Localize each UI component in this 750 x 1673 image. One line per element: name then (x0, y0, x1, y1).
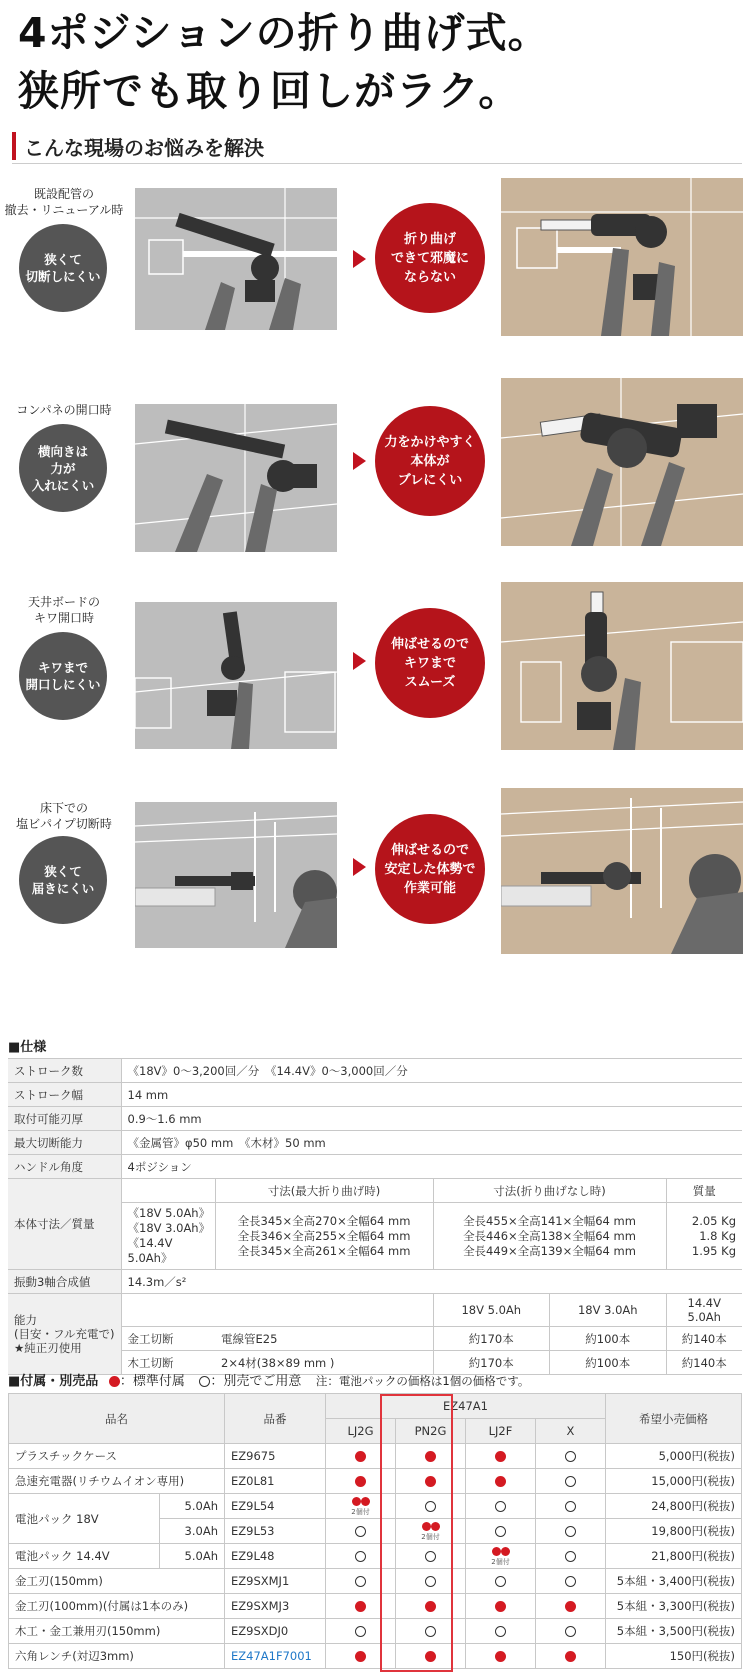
case-4-scene: 床下での 塩ビパイプ切断時 (16, 801, 112, 831)
acc-mark-cell (466, 1494, 536, 1519)
acc-name: 金工刃(100mm)(付属は1本のみ) (9, 1594, 225, 1619)
optional-ring-icon (565, 1526, 576, 1537)
case-1 (0, 178, 750, 368)
spec-row-capacity-header: 能力 (目安・フル充電で) ★純正刃使用 18V 5.0Ah 18V 3.0Ah 14.4V 5.0Ah (8, 1294, 742, 1327)
acc-mark-cell (536, 1444, 606, 1469)
acc-header-row-1: 品名 品番 EZ47A1 希望小売価格 (9, 1394, 742, 1419)
acc-mark-cell (536, 1469, 606, 1494)
acc-mark-cell (396, 1619, 466, 1644)
acc-row (9, 1569, 742, 1594)
standard-dot-icon (109, 1376, 120, 1387)
optional-ring-icon (565, 1551, 576, 1562)
case-2-problem-badge: 横向きは 力が 入れにくい (19, 424, 107, 512)
optional-ring-icon (355, 1526, 366, 1537)
acc-mark-cell (536, 1594, 606, 1619)
acc-price: 21,800円(税抜) (606, 1544, 742, 1569)
acc-mark-cell (536, 1619, 606, 1644)
acc-name: 急速充電器(リチウムイオン専用) (9, 1469, 225, 1494)
spec-row-capacity-metal: 金工切断 電線管E25 約170本 約100本 約140本 (8, 1327, 742, 1351)
optional-ring-icon (495, 1501, 506, 1512)
optional-ring-icon (495, 1626, 506, 1637)
case-3-arrow (353, 652, 366, 670)
acc-row (9, 1619, 742, 1644)
acc-mark-cell (326, 1519, 396, 1544)
two-included-dots-icon (351, 1495, 369, 1516)
acc-subname: 5.0Ah (159, 1494, 224, 1519)
acc-price: 5,000円(税抜) (606, 1444, 742, 1469)
acc-name: 電池パック 14.4V (9, 1544, 160, 1569)
section-title (12, 130, 742, 164)
optional-ring-icon (425, 1576, 436, 1587)
accessories-table (8, 1393, 742, 1669)
optional-ring-icon (425, 1626, 436, 1637)
acc-name: プラスチックケース (9, 1444, 225, 1469)
optional-ring-icon (425, 1501, 436, 1512)
standard-dot-icon (355, 1451, 366, 1462)
optional-ring-icon (495, 1576, 506, 1587)
spec-row-blade-thickness: 取付可能刃厚 0.9〜1.6 mm (8, 1107, 742, 1131)
acc-mark-cell (466, 1594, 536, 1619)
section-title-text: こんな現場のお悩みを解決 (24, 136, 264, 160)
two-count-label: 2個付 (491, 1558, 510, 1566)
standard-dot-icon (565, 1601, 576, 1612)
acc-code: EZ9SXMJ1 (225, 1569, 326, 1594)
optional-ring-icon (565, 1626, 576, 1637)
spec-row-dims-header: 本体寸法／質量 寸法(最大折り曲げ時) 寸法(折り曲げなし時) 質量 (8, 1179, 742, 1203)
acc-mark-cell (326, 1594, 396, 1619)
acc-row (9, 1544, 742, 1569)
acc-mark-cell (536, 1544, 606, 1569)
acc-mark-cell (326, 1644, 396, 1669)
acc-price: 150円(税抜) (606, 1644, 742, 1669)
optional-ring-icon (355, 1576, 366, 1587)
standard-dot-icon (495, 1651, 506, 1662)
acc-mark-cell (396, 1444, 466, 1469)
acc-mark-cell (326, 1544, 396, 1569)
standard-dot-icon (355, 1476, 366, 1487)
acc-code: EZ9L53 (225, 1519, 326, 1544)
standard-dot-icon (355, 1651, 366, 1662)
acc-row (9, 1644, 742, 1669)
acc-mark-cell (466, 1569, 536, 1594)
acc-price: 15,000円(税抜) (606, 1469, 742, 1494)
optional-ring-icon (355, 1626, 366, 1637)
acc-name: 木工・金工兼用刃(150mm) (9, 1619, 225, 1644)
case-2-scene: コンパネの開口時 (16, 403, 112, 417)
case-1-before-illustration (135, 188, 337, 330)
standard-dot-icon (495, 1451, 506, 1462)
spec-row-stroke-count: ストローク数 《18V》0〜3,200回／分 《14.4V》0〜3,000回／分 (8, 1059, 742, 1083)
acc-price: 19,800円(税抜) (606, 1519, 742, 1544)
optional-ring-icon (425, 1551, 436, 1562)
standard-dot-icon (425, 1451, 436, 1462)
acc-mark-cell (466, 1444, 536, 1469)
acc-code: EZ0L81 (225, 1469, 326, 1494)
optional-ring-icon (495, 1526, 506, 1537)
spec-row-capacity-wood: 木工切断 2×4材(38×89 mm ) 約170本 約100本 約140本 (8, 1351, 742, 1375)
accessories-title: ■付属・別売品 ：標準付属 ：別売でご用意 注：電池パックの価格は1個の価格です。 (8, 1374, 530, 1389)
case-3-scene: 天井ボードの キワ開口時 (27, 595, 100, 625)
case-3-before-illustration (135, 602, 337, 749)
acc-mark-cell (326, 1619, 396, 1644)
standard-dot-icon (495, 1476, 506, 1487)
case-4 (0, 794, 750, 984)
standard-dot-icon (565, 1651, 576, 1662)
acc-mark-cell (396, 1519, 466, 1544)
case-1-after-illustration (501, 178, 743, 336)
case-2-after-illustration (501, 378, 743, 546)
section-accent-bar (12, 132, 16, 160)
acc-code: EZ9SXDJ0 (225, 1619, 326, 1644)
acc-mark-cell (536, 1569, 606, 1594)
headline (18, 4, 550, 120)
acc-mark-cell (326, 1569, 396, 1594)
case-2-arrow (353, 452, 366, 470)
case-1-arrow (353, 250, 366, 268)
acc-row (9, 1469, 742, 1494)
case-3-solution-badge: 伸ばせるので キワまで スムーズ (375, 608, 485, 718)
acc-price: 24,800円(税抜) (606, 1494, 742, 1519)
acc-mark-cell (466, 1519, 536, 1544)
acc-price: 5本組・3,400円(税抜) (606, 1569, 742, 1594)
case-1-scene: 既設配管の 撤去・リニューアル時 (4, 187, 124, 217)
acc-mark-cell (326, 1494, 396, 1519)
acc-mark-cell (536, 1494, 606, 1519)
acc-row (9, 1594, 742, 1619)
two-count-label: 2個付 (421, 1533, 440, 1541)
two-included-dots-icon (421, 1520, 439, 1541)
standard-dot-icon (495, 1601, 506, 1612)
acc-name: 六角レンチ(対辺3mm) (9, 1644, 225, 1669)
spec-table (8, 1058, 742, 1375)
acc-code: EZ9L48 (225, 1544, 326, 1569)
spec-row-max-cut: 最大切断能力 《金属管》φ50 mm 《木材》50 mm (8, 1131, 742, 1155)
acc-mark-cell (466, 1544, 536, 1569)
acc-mark-cell (326, 1444, 396, 1469)
acc-mark-cell (396, 1544, 466, 1569)
case-4-solution-badge: 伸ばせるので 安定した体勢で 作業可能 (375, 814, 485, 924)
acc-code: EZ9SXMJ3 (225, 1594, 326, 1619)
case-1-problem-badge: 狭くて 切断しにくい (19, 224, 107, 312)
acc-price: 5本組・3,300円(税抜) (606, 1594, 742, 1619)
case-4-after-illustration (501, 788, 743, 954)
case-4-before-illustration (135, 802, 337, 948)
acc-subname: 3.0Ah (159, 1519, 224, 1544)
optional-ring-icon (565, 1576, 576, 1587)
case-3-problem-badge: キワまで 開口しにくい (19, 632, 107, 720)
acc-mark-cell (396, 1469, 466, 1494)
acc-mark-cell (396, 1494, 466, 1519)
case-4-problem-badge: 狭くて 届きにくい (19, 836, 107, 924)
acc-mark-cell (466, 1619, 536, 1644)
acc-code: EZ9675 (225, 1444, 326, 1469)
acc-mark-cell (396, 1569, 466, 1594)
spec-row-dims-values: 《18V 5.0Ah》 《18V 3.0Ah》 《14.4V 5.0Ah》 全長345×全高270×全幅64 mm 全長346×全高255×全幅64 mm 全長345×全高261×全幅64 mm 全長455×全高141×全幅64 mm 全長446×全高138×全幅64 mm 全長449×全高139×全幅64 mm 2.05 Kg 1.8 Kg 1.95 Kg (8, 1203, 742, 1270)
spec-title: ■仕様 (8, 1040, 47, 1055)
acc-code: EZ9L54 (225, 1494, 326, 1519)
acc-row (9, 1494, 742, 1519)
spec-row-stroke-width: ストローク幅 14 mm (8, 1083, 742, 1107)
case-3-after-illustration (501, 582, 743, 750)
case-2-solution-badge: 力をかけやすく 本体が ブレにくい (375, 406, 485, 516)
acc-row (9, 1444, 742, 1469)
acc-mark-cell (536, 1644, 606, 1669)
headline-line2: 狭所でも取り回しがラク。 (18, 67, 521, 115)
acc-header-row-2: LJ2G PN2G LJ2F X (9, 1419, 742, 1444)
case-2-before-illustration (135, 404, 337, 552)
standard-dot-icon (425, 1601, 436, 1612)
standard-dot-icon (425, 1651, 436, 1662)
acc-mark-cell (396, 1594, 466, 1619)
acc-price: 5本組・3,500円(税抜) (606, 1619, 742, 1644)
optional-ring-icon (355, 1551, 366, 1562)
standard-dot-icon (355, 1601, 366, 1612)
case-2 (0, 394, 750, 584)
acc-mark-cell (466, 1469, 536, 1494)
acc-subname: 5.0Ah (159, 1544, 224, 1569)
spec-row-vibration: 振動3軸合成値 14.3m／s² (8, 1270, 742, 1294)
acc-name: 金工刃(150mm) (9, 1569, 225, 1594)
acc-code-link[interactable]: EZ47A1F7001 (225, 1644, 326, 1669)
two-count-label: 2個付 (351, 1508, 370, 1516)
headline-line1: 4ポジションの折り曲げ式。 (18, 9, 550, 57)
acc-mark-cell (466, 1644, 536, 1669)
spec-row-handle-angle: ハンドル角度 4ポジション (8, 1155, 742, 1179)
standard-dot-icon (425, 1476, 436, 1487)
acc-mark-cell (396, 1644, 466, 1669)
acc-name: 電池パック 18V (9, 1494, 160, 1544)
acc-mark-cell (326, 1469, 396, 1494)
optional-ring-icon (565, 1501, 576, 1512)
acc-mark-cell (536, 1519, 606, 1544)
case-1-solution-badge: 折り曲げ できて邪魔に ならない (375, 203, 485, 313)
optional-ring-icon (199, 1376, 210, 1387)
optional-ring-icon (565, 1451, 576, 1462)
case-3 (0, 592, 750, 782)
case-4-arrow (353, 858, 366, 876)
two-included-dots-icon (491, 1545, 509, 1566)
optional-ring-icon (565, 1476, 576, 1487)
